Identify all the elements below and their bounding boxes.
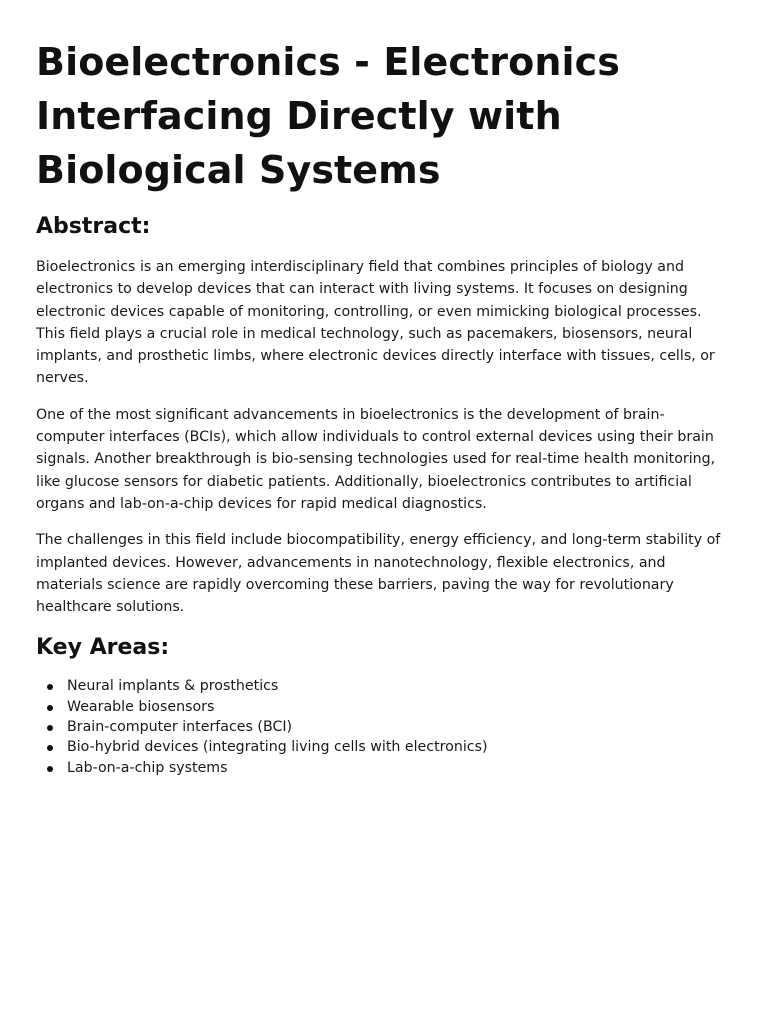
key-areas-heading: Key Areas:: [36, 635, 170, 661]
bullet-dot-icon: [47, 705, 53, 711]
abstract-paragraph-1: Bioelectronics is an emerging interdisciplinary field that combines principles of biology and electronics to develop devices that can interact with living systems. It focuses on designing electronic devices capable of monitoring, controlling, or even mimicking biological processes. This field plays a crucial role in medical technology, such as pacemakers, biosensors, neural implants, and prosthetic limbs, where electronic devices directly interface with tissues, cells, or nerves.: [36, 259, 715, 387]
list-item-text: Wearable biosensors: [67, 698, 215, 715]
bullet-dot-icon: [47, 745, 53, 751]
abstract-heading: Abstract:: [36, 214, 151, 239]
list-item: [36, 737, 732, 757]
abstract-paragraph-3: The challenges in this field include biocompatibility, energy efficiency, and long-term stability of implanted devices. However, advancements in nanotechnology, flexible electronics, and materials science are rapidly overcoming these barriers, paving the way for revolutionary healthcare solutions.: [36, 532, 721, 616]
list-item: [36, 758, 732, 778]
page-title: Bioelectronics - Electronics Interfacing Directly with Biological Systems: [36, 40, 620, 192]
list-item: [36, 697, 732, 717]
list-item-text: Neural implants & prosthetics: [67, 678, 279, 695]
list-item-text: Brain-computer interfaces (BCI): [67, 719, 293, 736]
bullet-dot-icon: [47, 684, 53, 690]
list-item: [36, 676, 732, 696]
bullet-dot-icon: [47, 766, 53, 772]
list-item: [36, 717, 732, 737]
list-item-text: Bio-hybrid devices (integrating living cells with electronics): [67, 739, 488, 756]
list-item-text: Lab-on-a-chip systems: [67, 759, 228, 776]
bullet-dot-icon: [47, 725, 53, 731]
key-areas-list: [36, 676, 732, 777]
abstract-paragraph-2: One of the most significant advancements in bioelectronics is the development of brain-computer interfaces (BCIs), which allow individuals to control external devices using their brain signals. Another breakthrough is bio-sensing technologies used for real-time health monitoring, like glucose sensors for diabetic patients. Additionally, bioelectronics contributes to artificial organs and lab-on-a-chip devices for rapid medical diagnostics.: [36, 406, 716, 512]
